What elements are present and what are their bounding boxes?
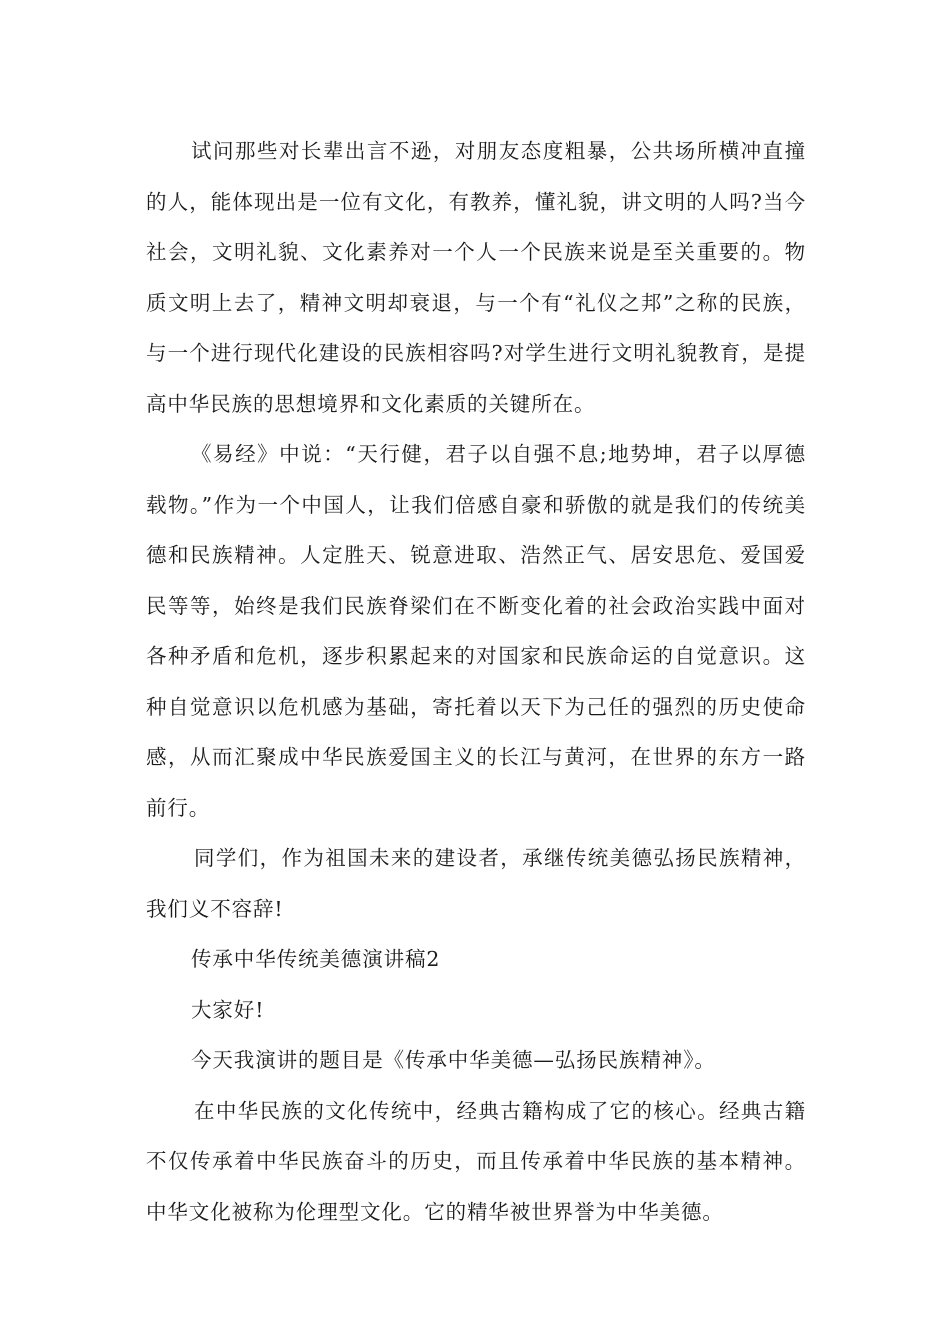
document-page	[146, 126, 806, 1237]
paragraph-classmates: 同学们，作为祖国未来的建设者，承继传统美德弘扬民族精神，我们义不容辞!	[146, 846, 806, 921]
greeting: 大家好!	[191, 997, 265, 1022]
section-heading: 传承中华传统美德演讲稿2	[191, 947, 441, 971]
speech-topic: 今天我演讲的题目是《传承中华美德—弘扬民族精神》。	[191, 1048, 716, 1072]
paragraph-yijing: 《易经》中说：“天行健，君子以自强不息;地势坤，君子以厚德载物。”作为一个中国人，让我们倍感自豪和骄傲的就是我们的传统美德和民族精神。人定胜天、锐意进取、浩然正气、居安思危、爱国爱民等等，始终是我们民族脊梁们在不断变化着的社会政治实践中面对各种矛盾和危机，逐步积累起来的对国家和民族命运的自觉意识。这种自觉意识以危机感为基础，寄托着以天下为己任的强烈的历史使命感，从而汇聚成中华民族爱国主义的长江与黄河，在世界的东方一路前行。	[146, 442, 806, 820]
paragraph-civility: 试问那些对长辈出言不逊，对朋友态度粗暴，公共场所横冲直撞的人，能体现出是一位有文化，有教养，懂礼貌，讲文明的人吗?当今社会，文明礼貌、文化素养对一个人一个民族来说是至关重要的。物质文明上去了，精神文明却衰退，与一个有“礼仪之邦”之称的民族，与一个进行现代化建设的民族相容吗?对学生进行文明礼貌教育，是提高中华民族的思想境界和文化素质的关键所在。	[146, 139, 806, 416]
paragraph-classics: 在中华民族的文化传统中，经典古籍构成了它的核心。经典古籍不仅传承着中华民族奋斗的历史，而且传承着中华民族的基本精神。中华文化被称为伦理型文化。它的精华被世界誉为中华美德。	[146, 1098, 806, 1224]
